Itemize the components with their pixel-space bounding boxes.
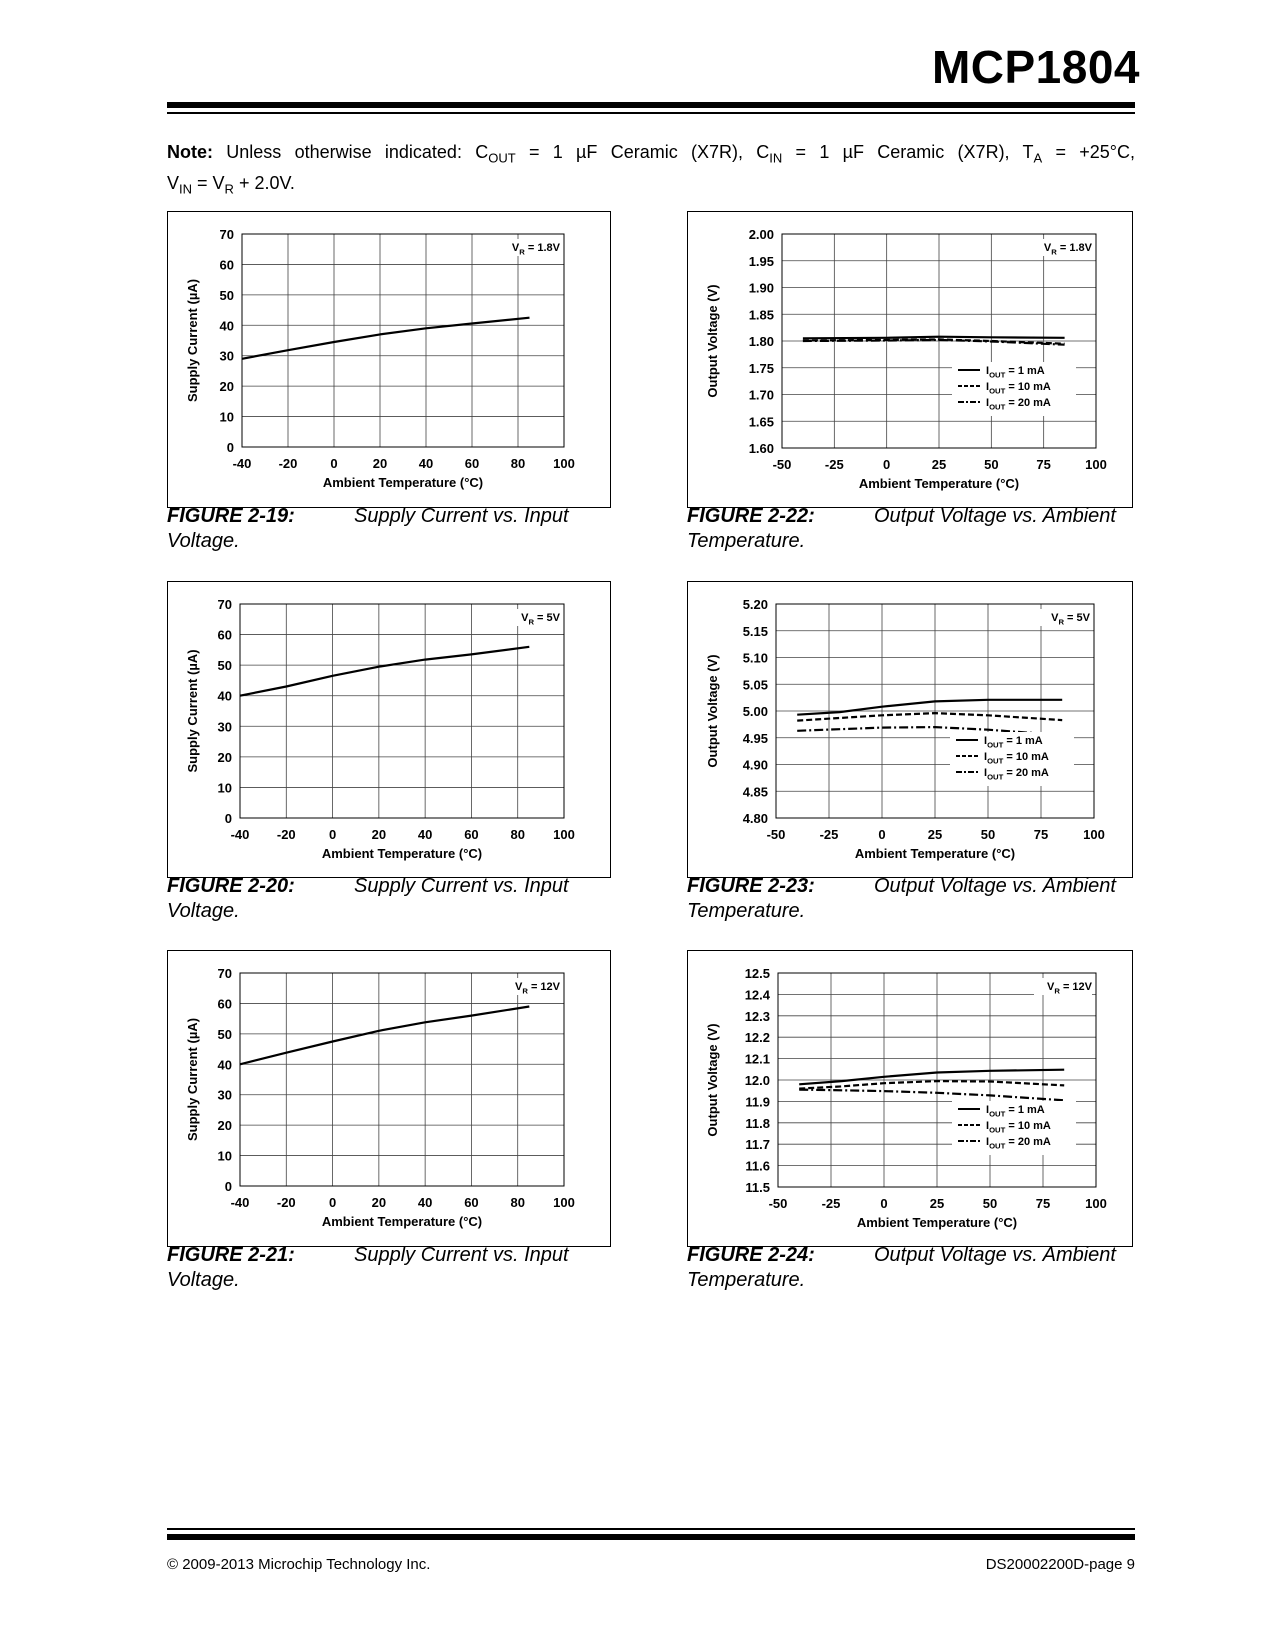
x-tick-label: 0 [328,827,337,842]
note-label: Note: [167,142,213,162]
x-axis-label: Ambient Temperature (°C) [321,846,483,861]
y-tick-label: 12.4 [744,987,770,1003]
page-title: MCP1804 [931,41,1140,93]
series-line [797,713,1062,721]
x-tick-label: 50 [980,827,996,842]
y-tick-label: 12.3 [744,1008,770,1024]
y-tick-label: 4.85 [742,784,768,800]
y-tick-label: 1.65 [748,414,774,430]
x-tick-label: 0 [330,456,338,471]
y-tick-label: 0 [224,811,232,826]
y-axis-label: Supply Current (µA) [185,278,200,403]
footer-page-number: DS20002200D-page 9 [985,1556,1135,1573]
note-text: Unless otherwise indicated: C [226,142,489,162]
y-axis-label: Supply Current (µA) [185,1017,200,1142]
x-tick-label: 40 [417,1195,433,1210]
y-tick-label: 12.5 [744,966,770,981]
figure-caption-text: Output Voltage vs. Ambient [874,505,1116,527]
y-tick-label: 12.1 [744,1051,770,1067]
series-line [799,1090,1064,1101]
x-axis-label: Ambient Temperature (°C) [322,475,484,490]
x-tick-label: 60 [464,456,480,471]
y-axis-label: Output Voltage (V) [705,284,720,398]
x-tick-label: 25 [927,827,943,842]
footer-copyright: © 2009-2013 Microchip Technology Inc. [167,1556,431,1573]
x-tick-label: 0 [328,1195,337,1210]
figure-caption [687,504,1133,554]
x-tick-label: -25 [821,1196,841,1211]
plot-area [240,973,564,1186]
footer-rule-thin [167,1528,1135,1530]
x-tick-label: -20 [278,456,298,471]
note-sub: A [1033,150,1043,166]
x-tick-label: 20 [371,827,387,842]
figure-caption-text: Temperature. [687,900,806,922]
legend-entry: $I_{OUT} = 20$ mA [986,397,1051,412]
series-line [799,1070,1064,1085]
y-tick-label: 60 [217,627,232,643]
x-tick-label: 80 [510,1195,525,1210]
x-tick-label: -50 [766,827,786,842]
figure-caption-text: Output Voltage vs. Ambient [874,1244,1116,1266]
y-tick-label: 11.8 [745,1115,770,1131]
y-tick-label: 60 [219,257,234,273]
x-tick-label: 100 [553,1195,575,1210]
y-axis-label: Supply Current (µA) [185,649,200,773]
figure-number: FIGURE 2-19: [167,505,295,527]
x-tick-label: 50 [982,1196,998,1211]
legend-entry: $I_{OUT} = 20$ mA [986,1136,1051,1151]
figure-caption-text: Output Voltage vs. Ambient [874,875,1116,897]
figure-caption-text: Voltage. [167,530,240,552]
x-tick-label: -50 [768,1196,788,1211]
x-tick-label: 100 [1085,1196,1107,1211]
figure-caption-text: Voltage. [167,1269,240,1291]
footer-rule-thick [167,1534,1135,1540]
series-line [240,647,529,696]
legend-entry: $I_{OUT} = 10$ mA [986,1120,1051,1135]
y-tick-label: 12.0 [744,1073,770,1088]
y-tick-label: 11.5 [745,1180,770,1195]
figure-number: FIGURE 2-21: [167,1244,295,1266]
y-tick-label: 30 [219,348,234,364]
x-tick-label: 80 [510,456,526,471]
chart-annotation: $V_R = 1.8V$ [511,242,560,257]
x-tick-label: 75 [1035,1196,1051,1211]
x-axis-label: Ambient Temperature (°C) [321,1214,483,1229]
y-tick-label: 11.7 [745,1137,770,1153]
y-tick-label: 1.80 [748,334,774,349]
y-tick-label: 10 [219,409,234,425]
y-tick-label: 0 [226,440,234,455]
y-tick-label: 1.70 [748,387,774,403]
figure-caption [687,874,1133,924]
x-tick-label: 25 [929,1196,945,1211]
chart-frame-2-23 [687,581,1133,878]
chart-frame-2-19 [167,211,611,508]
y-tick-label: 20 [217,1118,232,1134]
x-axis-label: Ambient Temperature (°C) [858,476,1020,491]
figure-caption-text: Temperature. [687,1269,806,1291]
y-tick-label: 50 [219,287,234,303]
y-tick-label: 5.15 [742,623,768,639]
chart-svg [688,951,1132,1246]
y-tick-label: 30 [217,719,232,735]
x-tick-label: 0 [880,1196,888,1211]
x-tick-label: 100 [553,827,575,842]
figure-caption-text: Supply Current vs. Input [354,505,569,527]
note-text: = +25°C, [1042,142,1135,162]
chart-svg [688,582,1132,877]
figure-number: FIGURE 2-24: [687,1244,815,1266]
note-sub: OUT [488,150,516,166]
chart-svg [688,212,1132,507]
x-tick-label: 0 [883,457,891,472]
x-tick-label: 50 [984,457,999,472]
y-tick-label: 10 [217,1148,232,1164]
x-tick-label: 100 [553,456,575,471]
plot-area [242,234,564,447]
legend-entry: $I_{OUT} = 1$ mA [986,1104,1045,1119]
y-axis-label: Output Voltage (V) [705,1023,720,1137]
y-tick-label: 70 [217,966,232,981]
y-tick-label: 40 [217,688,232,704]
series-line [240,1007,529,1065]
figure-number: FIGURE 2-23: [687,875,815,897]
chart-svg [168,582,610,877]
y-tick-label: 10 [217,780,232,796]
y-tick-label: 1.60 [748,441,774,456]
series-line [242,318,530,359]
y-tick-label: 40 [217,1057,232,1073]
chart-frame-2-20 [167,581,611,878]
x-tick-label: 60 [464,827,479,842]
note-paragraph [167,140,1135,201]
y-tick-label: 40 [219,318,234,334]
y-tick-label: 0 [224,1179,232,1194]
x-tick-label: 40 [417,827,433,842]
x-tick-label: 100 [1085,457,1107,472]
y-tick-label: 11.6 [745,1158,770,1174]
y-tick-label: 11.9 [745,1094,770,1110]
y-tick-label: 1.95 [748,253,774,269]
note-sub: IN [769,150,783,166]
figure-caption-text: Voltage. [167,900,240,922]
x-tick-label: -40 [232,456,252,471]
chart-annotation: $V_R = 5V$ [1051,612,1090,627]
x-tick-label: -40 [230,1195,250,1210]
note-text: = 1 µF Ceramic (X7R), T [782,142,1034,162]
chart-annotation: $V_R = 12V$ [514,981,560,996]
x-tick-label: -50 [772,457,792,472]
y-tick-label: 4.95 [742,730,768,746]
x-tick-label: -25 [819,827,839,842]
figure-caption [167,1243,611,1293]
legend-entry: $I_{OUT} = 20$ mA [984,767,1049,782]
note-text: V [167,172,180,193]
legend-entry: $I_{OUT} = 10$ mA [986,381,1051,396]
y-tick-label: 30 [217,1087,232,1103]
x-tick-label: -40 [230,827,250,842]
note-sub: R [224,181,234,197]
y-tick-label: 20 [219,379,234,395]
y-tick-label: 20 [217,749,232,765]
figure-number: FIGURE 2-20: [167,875,295,897]
legend-entry: $I_{OUT} = 10$ mA [984,751,1049,766]
x-axis-label: Ambient Temperature (°C) [854,846,1016,861]
chart-svg [168,212,610,507]
series-line [803,337,1065,339]
legend-entry: $I_{OUT} = 1$ mA [984,735,1043,750]
figure-caption [687,1243,1133,1293]
x-tick-label: 20 [372,456,388,471]
x-tick-label: 80 [510,827,525,842]
y-tick-label: 5.20 [742,597,768,612]
y-tick-label: 2.00 [748,227,774,242]
chart-svg [168,951,610,1246]
chart-frame-2-22 [687,211,1133,508]
chart-frame-2-24 [687,950,1133,1247]
figure-caption [167,504,611,554]
x-tick-label: 40 [418,456,434,471]
y-tick-label: 4.90 [742,757,768,773]
y-tick-label: 5.05 [742,677,768,693]
x-tick-label: -20 [276,1195,296,1210]
y-tick-label: 60 [217,996,232,1012]
y-tick-label: 1.75 [748,360,774,376]
x-tick-label: 75 [1036,457,1051,472]
note-text: = 1 µF Ceramic (X7R), C [515,142,770,162]
x-axis-label: Ambient Temperature (°C) [856,1215,1018,1230]
y-tick-label: 12.2 [744,1030,770,1046]
header-rule-thin [167,112,1135,114]
x-tick-label: 100 [1083,827,1105,842]
figure-caption-text: Supply Current vs. Input [354,1244,569,1266]
y-tick-label: 70 [217,597,232,612]
series-line [797,700,1062,715]
chart-annotation: $V_R = 1.8V$ [1043,242,1092,257]
x-tick-label: -25 [824,457,844,472]
y-tick-label: 5.00 [742,704,768,719]
x-tick-label: 0 [878,827,886,842]
y-tick-label: 50 [217,1026,232,1042]
note-text: = V [192,172,225,193]
x-tick-label: 25 [931,457,947,472]
x-tick-label: 75 [1033,827,1049,842]
figure-number: FIGURE 2-22: [687,505,815,527]
y-tick-label: 5.10 [742,650,768,666]
figure-caption [167,874,611,924]
chart-annotation: $V_R = 12V$ [1046,981,1092,996]
chart-annotation: $V_R = 5V$ [521,612,560,627]
figure-caption-text: Temperature. [687,530,806,552]
x-tick-label: 20 [371,1195,387,1210]
chart-frame-2-21 [167,950,611,1247]
note-sub: IN [179,181,193,197]
y-tick-label: 1.90 [748,280,774,296]
y-tick-label: 4.80 [742,811,768,826]
figure-caption-text: Supply Current vs. Input [354,875,569,897]
legend-entry: $I_{OUT} = 1$ mA [986,365,1045,380]
y-tick-label: 50 [217,658,232,674]
y-tick-label: 1.85 [748,307,774,323]
header-rule-thick [167,102,1135,108]
x-tick-label: 60 [464,1195,479,1210]
note-text: + 2.0V. [233,172,295,193]
y-axis-label: Output Voltage (V) [705,654,720,768]
y-tick-label: 70 [219,227,234,242]
plot-area [240,604,564,818]
x-tick-label: -20 [276,827,296,842]
